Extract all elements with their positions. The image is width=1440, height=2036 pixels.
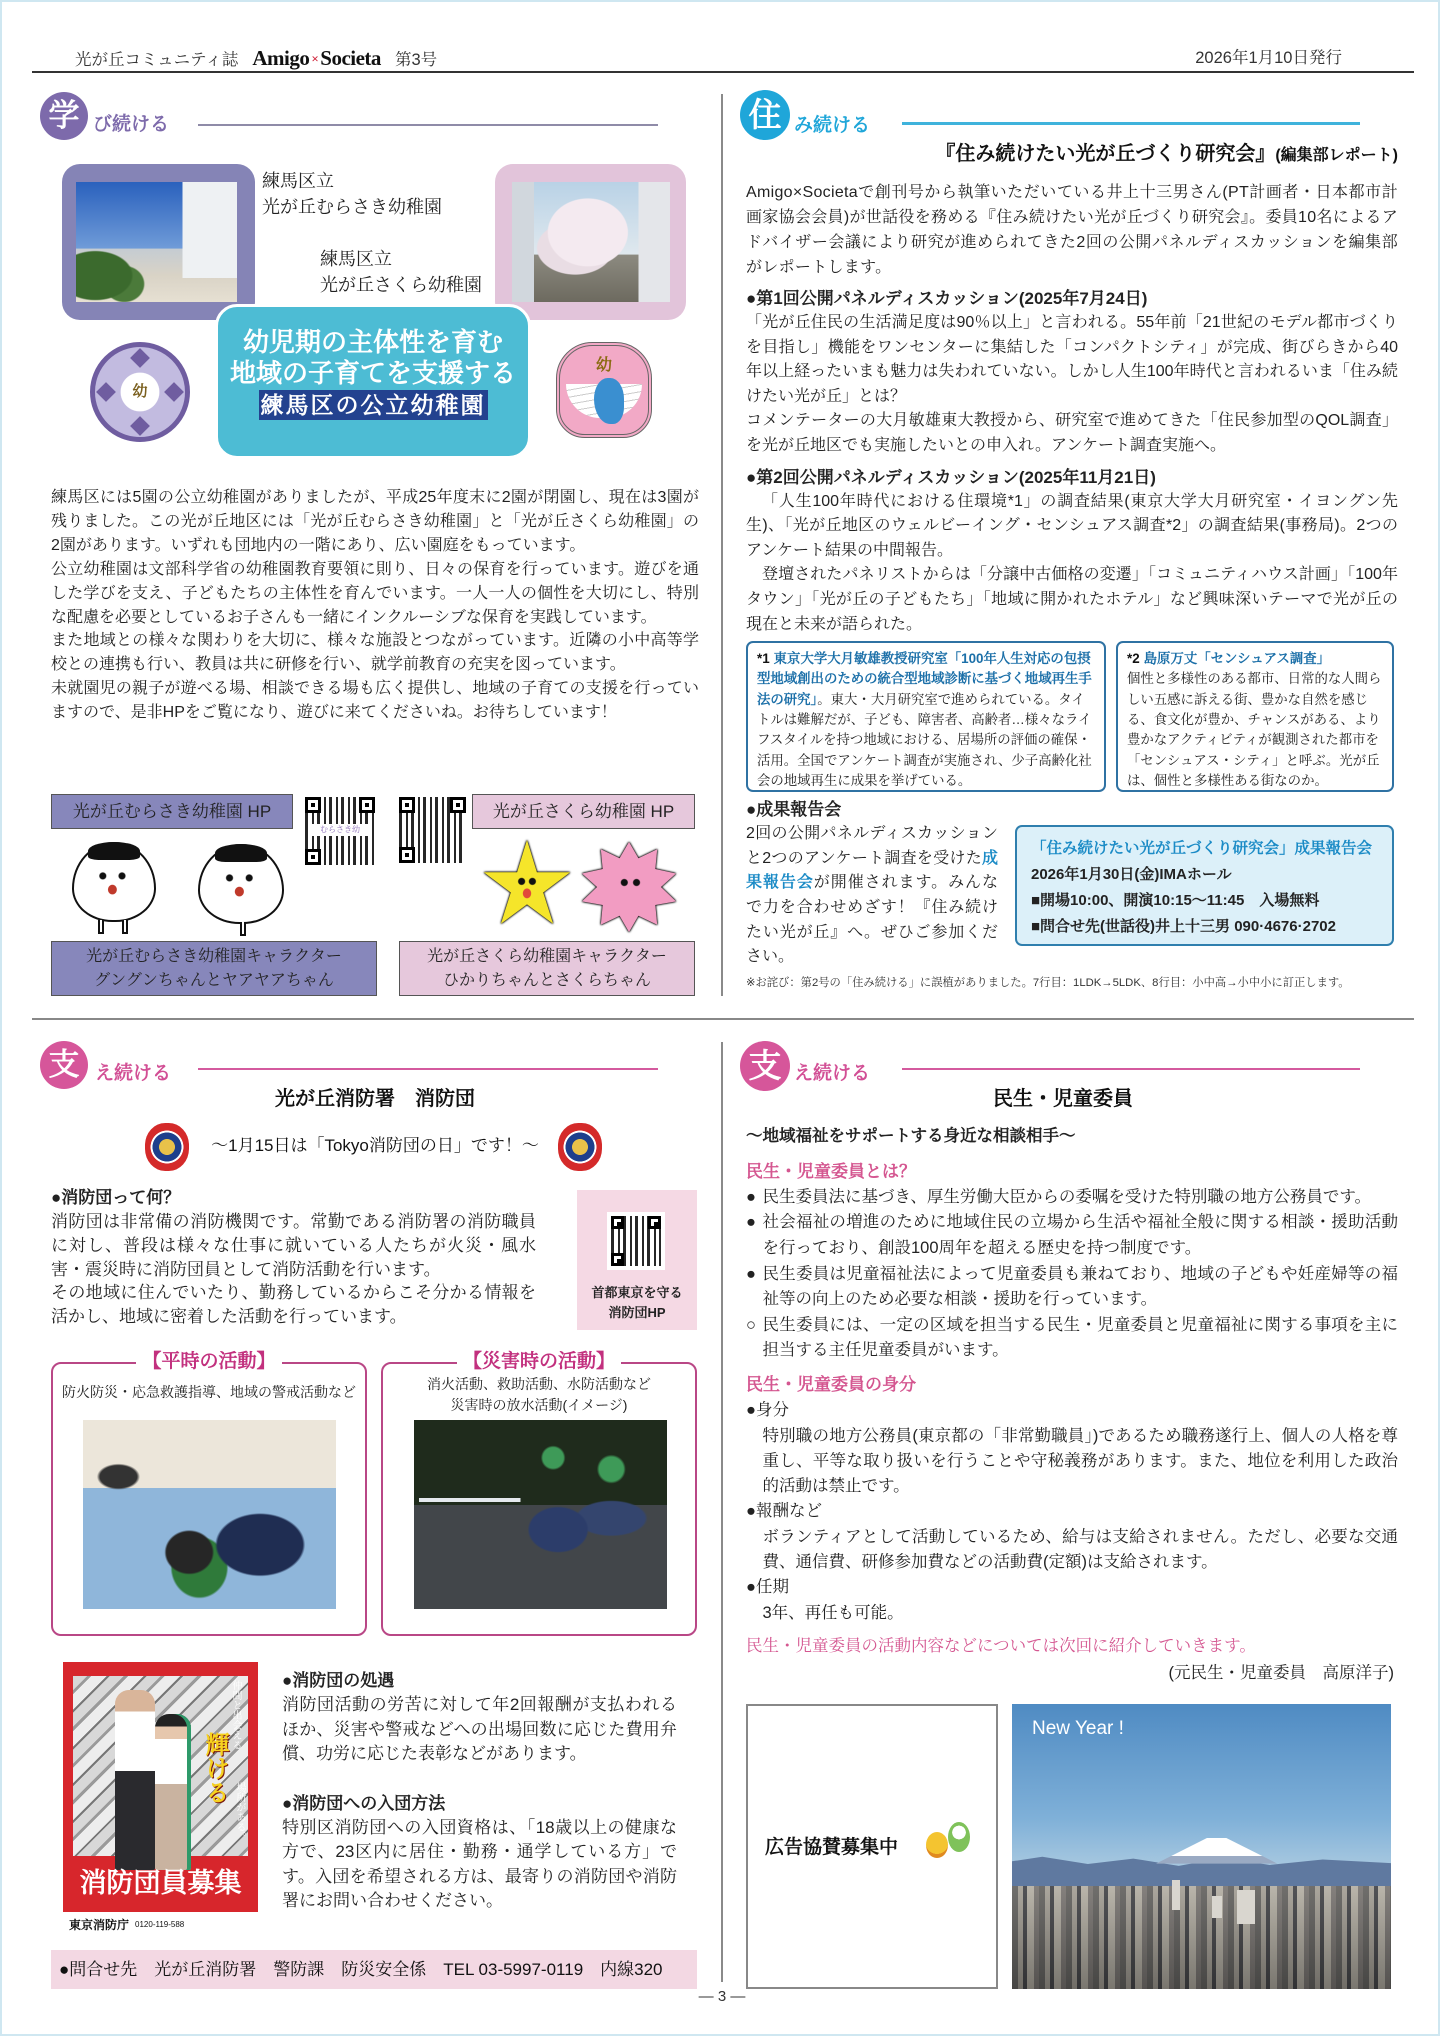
list-item: ○ 民生委員には、一定の区域を担当する民生・児童委員と児童福祉に関する事項を主に担当する主任児童委員がいます。 — [746, 1315, 1399, 1360]
minsei-title: 民生・児童委員 — [993, 1088, 1133, 1110]
shobodan-subtitle: ～1月15日は「Tokyo消防団の日」です！～ — [211, 1136, 539, 1155]
join-body: 特別区消防団への入団資格は、「18歳以上の健康な方で、23区内に居住・勤務・通学している方」です。入団を希望される方は、最寄りの消防団や消防署にお問い合わせください。 — [282, 1817, 677, 1910]
treatment-heading: ●消防団の処遇 — [282, 1671, 395, 1690]
sumi-article — [746, 141, 1398, 991]
magazine-name: 光が丘コミュニティ誌 — [75, 51, 239, 69]
banner-line-1: 幼児期の主体性を育む — [242, 327, 503, 357]
ad-space — [746, 1704, 998, 1989]
column-divider-bottom — [721, 1042, 723, 1982]
mascot-icon — [948, 1822, 970, 1852]
hose-drill-photo — [414, 1420, 667, 1609]
fire-brigade-emblem-icon — [145, 1123, 189, 1171]
sakura-flower-character-icon — [582, 842, 676, 932]
poster-tagline-bottom: 場所がある。 — [234, 1782, 245, 1842]
section-badge-manabi: 学 — [40, 92, 88, 140]
status-label: ●任期 — [746, 1578, 789, 1597]
paragraph: その地域に住んでいたり、勤務しているからこそ分かる情報を活かし、地域に密着した活動を行っています。 — [51, 1283, 536, 1327]
sakura-kindergarten-photo — [512, 182, 670, 302]
shobodan-title: 光が丘消防署 消防団 — [275, 1088, 475, 1110]
shobodan-what — [51, 1186, 536, 1329]
sakura-school-name: 光が丘さくら幼稚園 — [320, 275, 482, 295]
murasaki-school-name: 光が丘むらさき幼稚園 — [262, 197, 442, 217]
activity-heading: 【平時の活動】 — [136, 1351, 281, 1372]
paragraph: 公立幼稚園は文部科学省の幼稚園教育要領に則り、日々の保育を行っています。遊びを通した学びを支え、子どもたちの主体性を育んでいます。一人一人の個性を大切にし、特別な配慮を必要としているお子さんも一緒にインクルーシブな保育を実践しています。 — [51, 560, 699, 626]
poster-person — [115, 1690, 155, 1870]
sakura-hp-label: 光が丘さくら幼稚園 HP — [472, 794, 695, 829]
cpr-training-photo — [83, 1420, 336, 1609]
shobodan-contact-bar: ●問合せ先 光が丘消防署 警防課 防災安全係 TEL 03-5997-0119 内線320 — [51, 1950, 697, 1989]
section-badge-sumi: 住 — [740, 90, 790, 140]
correction-notice: ※お詫び：第2号の「住み続ける」に誤植がありました。7行目：1LDK→5LDK、8行目：小中高→小中小に訂正します。 — [746, 976, 1350, 989]
kindergarten-article — [51, 486, 699, 725]
poster-org: 東京消防庁 — [69, 1918, 130, 1932]
paragraph: コメンテーターの大月敏雄東大教授から、研究室で進めてきた「住民参加型のQOL調査」を光が丘地区でも実施したいとの申入れ。アンケート調査実施へ。 — [746, 412, 1398, 454]
activity-caption: 消火活動、救助活動、水防活動など — [427, 1376, 651, 1392]
page-number: — 3 — — [698, 1988, 746, 2005]
section-label-manabi: び続ける — [93, 114, 170, 135]
activity-normal-box — [51, 1351, 367, 1636]
issue-number: 第3号 — [394, 51, 438, 69]
poster-title: 消防団員募集 — [79, 1868, 242, 1898]
what-heading: ●消防団って何？ — [51, 1188, 181, 1207]
footnote-1: *1 東京大学大月敏雄教授研究室「100年人生対応の包摂型地域創出のための統合型地域診断に基づく地域再生手法の研究」。東大・大月研究室で進められている。タイトルは難解だが、子ども、障害者、高齢者…様々なライフスタイルを持つ地域における、居場所の評価の確保・活用。全国でアンケート調査が実施され、少子高齢化社会の地域再生に成果を挙げている。 — [746, 641, 1106, 792]
poster-tagline-top: 仲間と出会える — [230, 1680, 241, 1750]
section-badge-shobodan: 支 — [40, 1041, 88, 1089]
shobodan-details — [282, 1669, 677, 1914]
panel2-heading: ●第2回公開パネルディスカッション(2025年11月21日) — [746, 467, 1156, 487]
status-body: ボランティアとして活動しているため、給与は支給されません。ただし、必要な交通費、通信費、研修参加費などの活動費(定額)は支給されます。 — [762, 1527, 1398, 1572]
murasaki-ward: 練馬区立 — [262, 171, 334, 191]
sakura-ward: 練馬区立 — [320, 249, 392, 269]
author-credit: (元民生・児童委員 高原洋子) — [1168, 1664, 1394, 1683]
murasaki-hp-label: 光が丘むらさき幼稚園 HP — [51, 794, 293, 829]
title-note: (編集部レポート) — [1275, 147, 1398, 164]
status-body: 特別職の地方公務員(東京都の「非常勤職員」)であるため職務遂行上、個人の人格を尊重し、平等な取り扱いを行うことや守秘義務があります。また、地位を利用した政治的活動は禁止です。 — [762, 1426, 1398, 1495]
shobodan-qr-code-icon — [607, 1212, 665, 1270]
activity-caption: 災害時の放水活動(イメージ) — [450, 1397, 628, 1413]
report-text: 2回の公開パネルディスカッションと2つのアンケート調査を受けた成果報告会が開催されます。みんなで力を合わせめざす！『住み続けたい光が丘』へ。ぜひご参加ください。 — [746, 825, 998, 966]
section-rule-manabi — [198, 124, 658, 126]
paragraph: 「人生100年時代における住環境*1」の調査結果(東京大学大月研究室・イヨングン先生)、「光が丘地区のウェルビーイング・センシュアス調査*2」の調査結果(事務局)。2つのアンケート結果の中間報告。 — [746, 492, 1398, 559]
banner-line-3: 練馬区の公立幼稚園 — [260, 392, 486, 418]
poster-tagline-main: 輝ける — [201, 1732, 228, 1804]
section-rule-sumi — [902, 122, 1360, 125]
event-date: 2026年1月30日(金)IMAホール — [1031, 866, 1232, 884]
fire-brigade-emblem-icon — [558, 1123, 602, 1171]
article-title: 『住み続けたい光が丘づくり研究会』(編集部レポート) — [935, 143, 1398, 165]
activity-caption: 防火防災・応急救護指導、地域の警戒活動など — [62, 1384, 356, 1400]
next-issue-note: 民生・児童委員の活動内容などについては次回に紹介していきます。 — [746, 1637, 1256, 1656]
hikari-star-character-icon — [482, 840, 572, 932]
section-badge-minsei: 支 — [740, 1041, 790, 1091]
magazine-logo — [252, 46, 381, 71]
logo-cross: × — [311, 50, 319, 66]
status-body: 3年、再任も可能。 — [762, 1604, 904, 1623]
banner-line-2: 地域の子育てを支援する — [229, 358, 516, 388]
report-heading: ●成果報告会 — [746, 800, 842, 820]
column-divider-top — [721, 94, 723, 996]
ad-text: 広告協賛募集中 — [765, 1837, 899, 1858]
footnote-2: *2 島原万丈「センシュアス調査」 個性と多様性のある都市、日常的な人間らしい五感に訴える街、豊かな自然を感じる、食文化が豊か、チャンスがある、より豊かなアクティビティが観測された都市を「センシュアス・シティ」と呼ぶ。光が丘は、個性と多様性ある街なのか。 — [1116, 641, 1394, 792]
about-heading: 民生・児童委員とは？ — [746, 1162, 916, 1181]
status-label: ●身分 — [746, 1400, 789, 1419]
page-header — [75, 44, 437, 72]
murasaki-name — [262, 168, 442, 220]
minsei-article — [746, 1124, 1398, 1686]
section-rule-minsei — [902, 1068, 1360, 1070]
treatment-body: 消防団活動の労苦に対して年2回報酬が支払われるほか、災害や警戒などへの出場回数に応じた費用弁償、功労に応じた表彰などがあります。 — [282, 1695, 677, 1763]
header-rule — [32, 71, 1414, 73]
murasaki-qr-code-icon: むらさき幼 — [305, 797, 375, 865]
section-divider — [32, 1018, 1414, 1020]
logo-societa: Societa — [320, 45, 381, 70]
report-meeting — [746, 798, 1398, 970]
qr-caption: 首都東京を守る 消防団HP — [591, 1285, 683, 1320]
bird-icon — [594, 378, 624, 424]
status-heading: 民生・児童委員の身分 — [746, 1374, 916, 1394]
poster-person — [155, 1714, 191, 1870]
list-item: ● 民生委員法に基づき、厚生労働大臣からの委嘱を受けた特別職の地方公務員です。 — [746, 1187, 1372, 1206]
join-heading: ●消防団への入団方法 — [282, 1793, 446, 1813]
sakura-photo-frame — [495, 164, 686, 320]
photo-caption: New Year ! — [1032, 1718, 1124, 1739]
sakura-emblem-icon: 幼 — [556, 342, 652, 442]
kindergarten-banner — [215, 304, 531, 459]
paragraph: 未就園児の親子が遊べる場、相談できる場も広く提供し、地域の子育ての支援を行っていますので、是非HPをご覧になり、遊びに来てくださいね。お待ちしています！ — [51, 680, 699, 722]
murasaki-characters-label: 光が丘むらさき幼稚園キャラクター グングンちゃんとヤアヤアちゃん — [51, 941, 377, 996]
sakura-characters-label: 光が丘さくら幼稚園キャラクター ひかりちゃんとさくらちゃん — [399, 941, 695, 996]
event-time: ■開場10:00、開演10:15～11:45 入場無料 — [1031, 892, 1320, 910]
footnotes — [746, 641, 1398, 792]
paragraph: 「光が丘住民の生活満足度は90％以上」と言われる。55年前「21世紀のモデル都市づくりを目指し」機能をワンセンターに集結した「コンパクトシティ」が完成、街びらきから40年以上経ったいまも魅力は失われていない。しかし人生100年時代と言われるいま「住み続けたい光が丘」とは？ — [746, 314, 1398, 405]
minsei-subtitle: ～地域福祉をサポートする身近な相談相手～ — [746, 1127, 1076, 1145]
poster-tel: 0120-119-588 — [135, 1920, 185, 1929]
paragraph: また地域との様々な関わりを大切に、様々な施設とつながっています。近隣の小中高等学校との連携も行い、教員は共に研修を行い、就学前教育の充実を図っています。 — [51, 632, 699, 674]
section-label-sumi: み続ける — [794, 115, 871, 136]
activity-disaster-box — [381, 1351, 697, 1636]
mt-fuji-photo — [1012, 1704, 1391, 1989]
list-item: ● 社会福祉の増進のために地域住民の立場から生活や福祉全般に関する相談・援助活動を行っており、創設100周年を超える歴史を持つ制度です。 — [746, 1213, 1398, 1257]
event-title: 「住み続けたい光が丘づくり研究会」成果報告会 — [1031, 840, 1373, 858]
section-label-shobodan: え続ける — [95, 1063, 172, 1084]
paragraph: 消防団は非常備の消防機関です。常勤である消防署の消防職員に対し、普段は様々な仕事に就いている人たちが火災・風水害・震災時に消防団員として消防活動を行います。 — [51, 1212, 536, 1279]
sakura-qr-code-icon — [399, 797, 466, 863]
section-rule-shobodan — [198, 1068, 658, 1070]
status-label: ●報酬など — [746, 1502, 822, 1521]
murasaki-kindergarten-photo — [76, 182, 237, 302]
panel1-heading: ●第1回公開パネルディスカッション(2025年7月24日) — [746, 289, 1148, 308]
section-label-minsei: え続ける — [794, 1063, 871, 1084]
list-item: ● 民生委員は児童福祉法によって児童委員も兼ねており、地域の子どもや妊産婦等の福祉等の向上のため必要な相談・援助を行っています。 — [746, 1264, 1398, 1309]
logo-amigo: Amigo — [252, 45, 310, 70]
shobodan-hp-qr-box — [577, 1190, 697, 1330]
gungun-character-icon — [72, 842, 156, 922]
sakura-name — [320, 246, 482, 298]
murasaki-emblem-icon: 幼 — [90, 342, 190, 442]
recruitment-poster — [63, 1662, 258, 1937]
mascot-icon — [926, 1832, 948, 1858]
article-intro: Amigo×Societaで創刊号から執筆いただいている井上十三男さん(PT計画者・日本都市計画家協会会員)が世話役を務める『住み続けたい光が丘づくり研究会』。委員10名によるアドバイザー会議により研究が進められてきた2回の公開パネルディスカッションを編集部がレポートします。 — [746, 184, 1398, 276]
activity-heading: 【災害時の活動】 — [457, 1351, 621, 1372]
yaaya-character-icon — [198, 844, 284, 924]
event-contact: ■問合せ先(世話役)井上十三男 090·4676·2702 — [1031, 918, 1336, 936]
publish-date: 2026年1月10日発行 — [1195, 49, 1342, 67]
event-info-box — [1015, 825, 1394, 946]
paragraph: 登壇されたパネリストからは「分譲中古価格の変遷」「コミュニティハウス計画」「100年タウン」「光が丘の子どもたち」「地域に開かれたホテル」など興味深いテーマで光が丘の現在と未来が語られた。 — [746, 566, 1398, 633]
paragraph: 練馬区には5園の公立幼稚園がありましたが、平成25年度末に2園が閉園し、現在は3園が残りました。この光が丘地区には「光が丘むらさき幼稚園」と「光が丘さくら幼稚園」の2園があります。いずれも団地内の一階にあり、広い園庭をもっています。 — [51, 489, 699, 554]
murasaki-photo-frame — [62, 164, 255, 320]
